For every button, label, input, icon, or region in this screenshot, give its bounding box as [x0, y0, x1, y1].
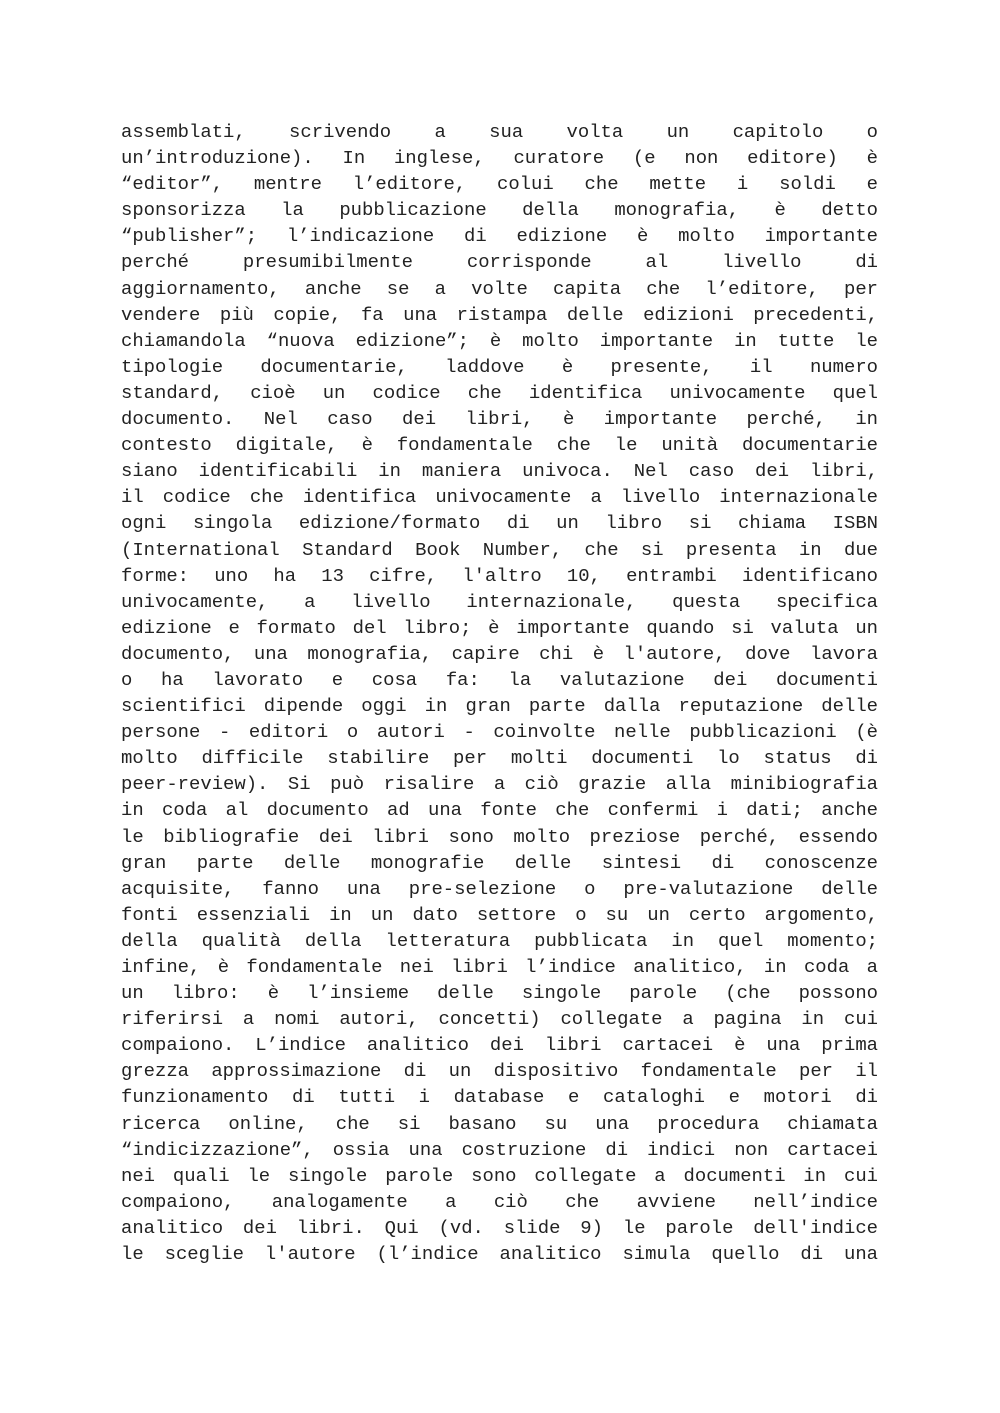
text-line: analitico dei libri. Qui (vd. slide 9) le parole dell'indice	[121, 1216, 878, 1239]
text-line: della qualità della letteratura pubblicata in quel momento;	[121, 929, 878, 952]
text-line: ogni singola edizione/formato di un libro si chiama ISBN	[121, 512, 878, 535]
text-line: acquisite, fanno una pre-selezione o pre-valutazione delle	[121, 877, 878, 900]
text-line: compaiono. L’indice analitico dei libri cartacei è una prima	[121, 1034, 878, 1057]
text-line: univocamente, a livello internazionale, questa specifica	[121, 590, 878, 613]
text-line: scientifici dipende oggi in gran parte dalla reputazione delle	[121, 695, 878, 718]
text-line: assemblati, scrivendo a sua volta un capitolo o	[121, 121, 878, 143]
text-line: grezza approssimazione di un dispositivo fondamentale per il	[121, 1060, 878, 1083]
text-line: fonti essenziali in un dato settore o su un certo argomento,	[121, 903, 878, 926]
text-line: standard, cioè un codice che identifica univocamente quel	[121, 381, 878, 404]
text-line: nei quali le singole parole sono collegate a documenti in cui	[121, 1164, 878, 1187]
text-line: sponsorizza la pubblicazione della monografia, è detto	[121, 199, 878, 222]
text-line: il codice che identifica univocamente a livello internazionale	[121, 486, 878, 509]
text-line: “editor”, mentre l’editore, colui che mette i soldi e	[121, 173, 878, 196]
text-line: contesto digitale, è fondamentale che le unità documentarie	[121, 434, 878, 457]
text-line: le sceglie l'autore (l’indice analitico simula quello di una	[121, 1243, 878, 1266]
text-line: riferirsi a nomi autori, concetti) collegate a pagina in cui	[121, 1008, 878, 1031]
text-line: compaiono, analogamente a ciò che avviene nell’indice	[121, 1190, 878, 1213]
text-line: ricerca online, che si basano su una procedura chiamata	[121, 1112, 878, 1135]
text-line: gran parte delle monografie delle sintesi di conoscenze	[121, 851, 878, 874]
text-line: perché presumibilmente corrisponde al livello di	[121, 251, 878, 274]
text-line: edizione e formato del libro; è importante quando si valuta un	[121, 616, 878, 639]
text-line: (International Standard Book Number, che si presenta in due	[121, 538, 878, 561]
text-line: molto difficile stabilire per molti documenti lo status di	[121, 747, 878, 770]
text-line: “publisher”; l’indicazione di edizione è molto importante	[121, 225, 878, 248]
text-line: infine, è fondamentale nei libri l’indice analitico, in coda a	[121, 956, 878, 978]
text-line: un libro: è l’insieme delle singole parole (che possono	[121, 982, 878, 1005]
text-line: in coda al documento ad una fonte che confermi i dati; anche	[121, 799, 878, 822]
text-line: “indicizzazione”, ossia una costruzione di indici non cartacei	[121, 1138, 878, 1161]
text-line: chiamandola “nuova edizione”; è molto importante in tutte le	[121, 329, 878, 352]
text-line: un’introduzione). In inglese, curatore (e non editore) è	[121, 147, 878, 170]
text-line: o ha lavorato e cosa fa: la valutazione dei documenti	[121, 668, 878, 691]
text-line: forme: uno ha 13 cifre, l'altro 10, entrambi identificano	[121, 564, 878, 587]
text-line: persone - editori o autori - coinvolte nelle pubblicazioni (è	[121, 721, 878, 744]
text-line: siano identificabili in maniera univoca. Nel caso dei libri,	[121, 460, 878, 483]
text-line: peer-review). Si può risalire a ciò grazie alla minibiografia	[121, 773, 878, 796]
text-line: le bibliografie dei libri sono molto preziose perché, essendo	[121, 825, 878, 848]
text-line: aggiornamento, anche se a volte capita che l’editore, per	[121, 277, 878, 300]
text-line: documento, una monografia, capire chi è l'autore, dove lavora	[121, 642, 878, 665]
text-line: documento. Nel caso dei libri, è importante perché, in	[121, 408, 878, 431]
text-line: funzionamento di tutti i database e cataloghi e motori di	[121, 1086, 878, 1109]
text-line: tipologie documentarie, laddove è presente, il numero	[121, 355, 878, 378]
body-text	[121, 119, 878, 1267]
text-line: vendere più copie, fa una ristampa delle edizioni precedenti,	[121, 303, 878, 326]
